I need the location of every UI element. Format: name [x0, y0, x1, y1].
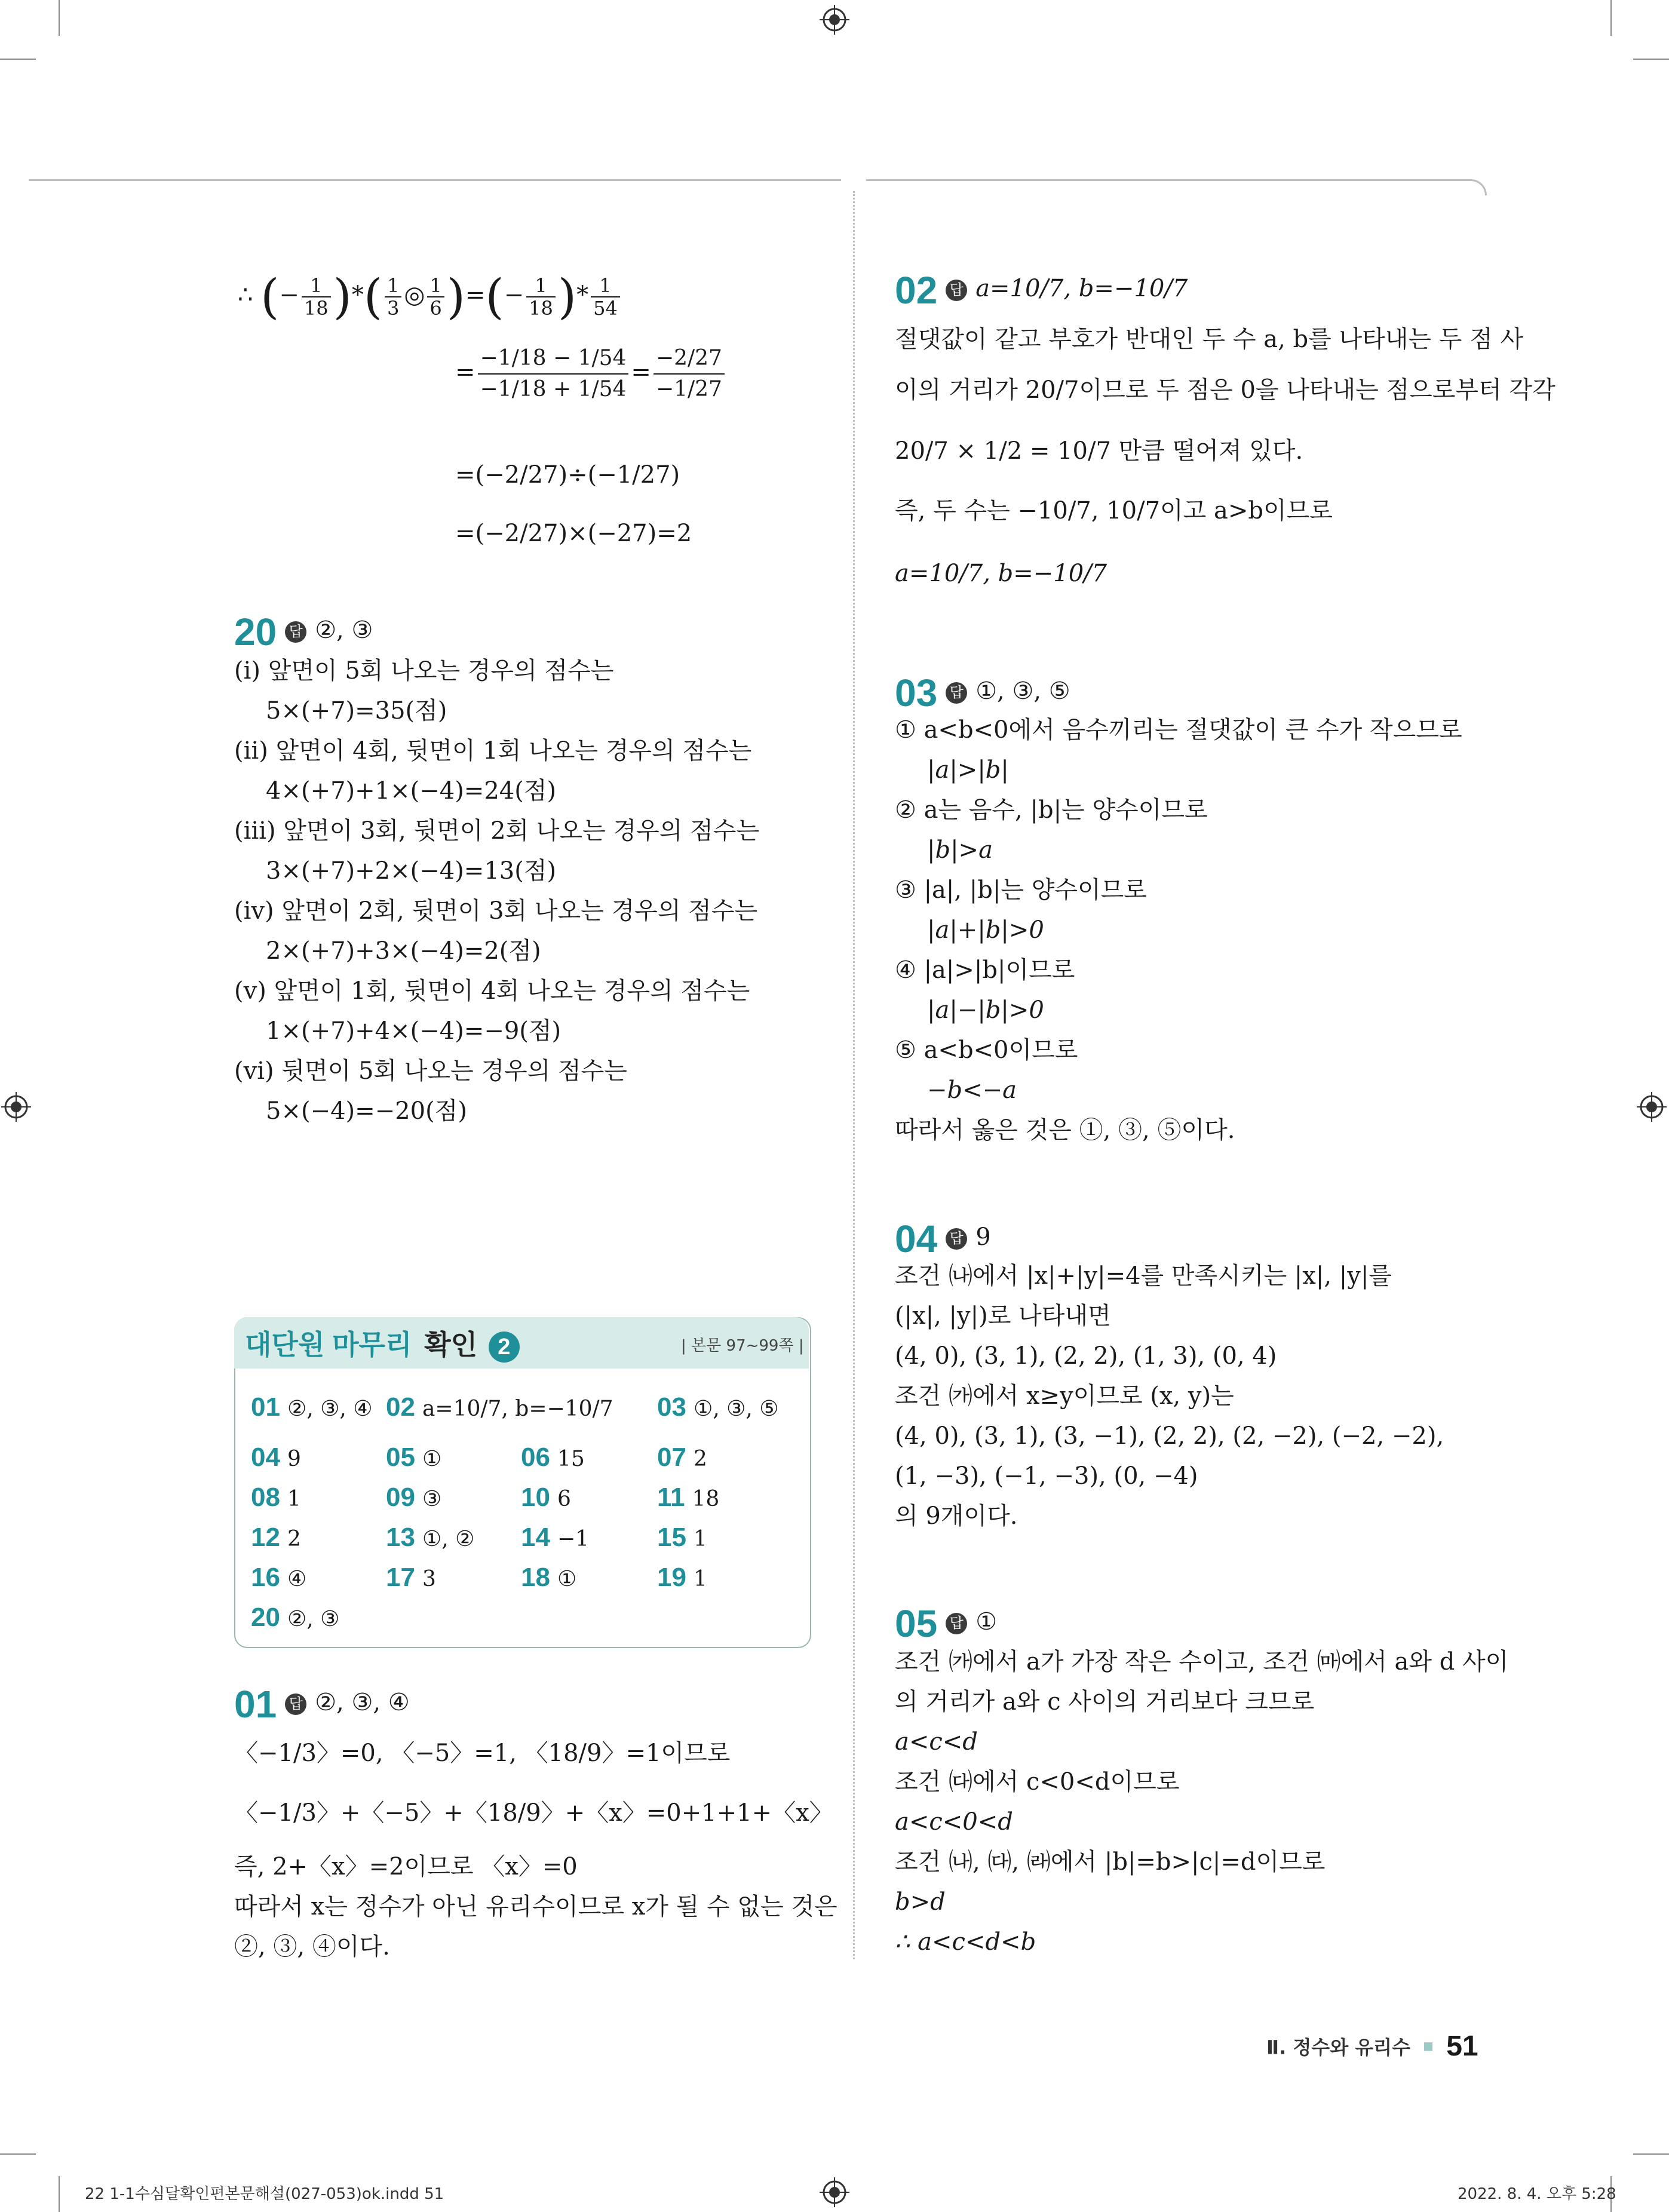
q03-line: |a|+|b|>0 [927, 916, 1044, 944]
review-cell [657, 1440, 707, 1477]
crop-mark-top-left [59, 0, 60, 36]
q04-line: (1, −3), (−1, −3), (0, −4) [895, 1462, 1198, 1490]
answer-text: ①, ③, ⑤ [975, 677, 1070, 705]
crop-mark-top-right-h [1633, 59, 1669, 60]
review-cell [386, 1520, 474, 1557]
q01-line: 따라서 x는 정수가 아닌 유리수이므로 x가 될 수 없는 것은 [234, 1893, 837, 1920]
review-answer: 6 [557, 1487, 571, 1511]
paren: ( [485, 269, 504, 324]
paren: ) [333, 269, 352, 324]
q04-line: 조건 ㈏에서 |x|+|y|=4를 만족시키는 |x|, |y|를 [895, 1262, 1392, 1290]
review-cell [386, 1389, 613, 1427]
answer-badge-icon: 답 [946, 1228, 967, 1250]
review-cell [657, 1560, 707, 1597]
review-answer: ① [422, 1447, 442, 1471]
q20-line: (ⅰ) 앞면이 5회 나오는 경우의 점수는 [234, 657, 614, 685]
review-cell [251, 1560, 306, 1597]
question-number: 04 [895, 1217, 938, 1260]
review-answer: 2 [287, 1527, 301, 1551]
review-q-num: 18 [521, 1563, 550, 1592]
question-number: 01 [234, 1683, 277, 1726]
q02-line: 이의 거리가 20/7이므로 두 점은 0을 나타내는 점으로부터 각각 [895, 376, 1556, 404]
review-q-num: 08 [251, 1483, 280, 1512]
review-q-num: 05 [386, 1443, 415, 1472]
review-q-num: 03 [657, 1392, 686, 1422]
calc-line-2 [455, 343, 727, 404]
review-answer: ②, ③ [287, 1607, 340, 1631]
review-q-num: 10 [521, 1483, 550, 1512]
q02-line: 20/7 × 1/2 = 10/7 만큼 떨어져 있다. [895, 437, 1303, 465]
review-title-num: 2 [489, 1332, 520, 1363]
crop-mark-bottom-left-h [0, 2153, 36, 2155]
calc-line-1: ∴ (− $\frac{1}{18}$ )*( $\frac{1}{3}$ ◎ $\frac{1}{6}$ )=(− $\frac{1}{18}$ )* $\frac{1}{54}$ [238, 275, 622, 319]
frac [591, 275, 620, 319]
review-answer: 9 [287, 1447, 301, 1471]
review-title-main: 대단원 마무리 [245, 1329, 412, 1360]
q04-line: (4, 0), (3, 1), (2, 2), (1, 3), (0, 4) [895, 1342, 1277, 1370]
q01-line: 즉, 2+〈x〉=2이므로 〈x〉=0 [234, 1853, 578, 1880]
answer-badge-icon: 답 [946, 682, 967, 704]
q20-line: 5×(−4)=−20(점) [266, 1097, 467, 1125]
review-answer: 3 [422, 1567, 436, 1591]
q05-line: ∴ a<c<d<b [895, 1928, 1036, 1956]
q05-line: 조건 ㈏, ㈐, ㈑에서 |b|=b>|c|=d이므로 [895, 1848, 1326, 1876]
print-slug-date: 2022. 8. 4. 오후 5:28 [1458, 2185, 1616, 2203]
registration-mark-top-icon [820, 5, 849, 35]
review-page-ref: | 본문 97~99쪽 | [681, 1337, 804, 1355]
q03-line: ⑤ a<b<0이므로 [895, 1036, 1078, 1064]
column-divider [853, 191, 855, 1959]
review-answer: ① [557, 1567, 577, 1591]
review-cell [521, 1440, 585, 1477]
frac-den: 6 [429, 297, 442, 320]
review-answer: 1 [287, 1487, 301, 1511]
frac-den: 18 [303, 297, 329, 320]
review-cell [251, 1480, 301, 1517]
registration-mark-bottom-icon [820, 2177, 849, 2207]
q20-line: 2×(+7)+3×(−4)=2(점) [266, 937, 541, 965]
q03-line: |b|>a [927, 836, 993, 864]
q20-line: (ⅴ) 앞면이 1회, 뒷면이 4회 나오는 경우의 점수는 [234, 977, 750, 1005]
review-answer: 18 [692, 1487, 720, 1511]
review-cell [251, 1600, 339, 1637]
registration-mark-left-icon [1, 1092, 31, 1122]
q04-line: 조건 ㈎에서 x≥y이므로 (x, y)는 [895, 1382, 1234, 1410]
q04-line: (|x|, |y|)로 나타내면 [895, 1302, 1111, 1330]
review-answer: ①, ③, ⑤ [693, 1397, 779, 1421]
answer-text: a=10/7, b=−10/7 [975, 275, 1188, 302]
q03-line: ④ |a|>|b|이므로 [895, 956, 1075, 984]
q05-line: b>d [895, 1888, 946, 1916]
question-number: 20 [234, 610, 277, 654]
paren: ) [557, 269, 577, 324]
header-rule-right [866, 179, 1487, 195]
q20-line: 3×(+7)+2×(−4)=13(점) [266, 857, 557, 885]
frac-den: −1/18 + 1/54 [480, 377, 627, 401]
complex-frac [478, 343, 629, 404]
q04-header [895, 1216, 991, 1260]
review-cell [251, 1440, 301, 1477]
q02-line: 즉, 두 수는 −10/7, 10/7이고 a>b이므로 [895, 497, 1333, 524]
q05-line: 조건 ㈎에서 a가 가장 작은 수이고, 조건 ㈒에서 a와 d 사이 [895, 1648, 1509, 1676]
review-cell [386, 1440, 441, 1477]
paren: ( [260, 269, 280, 324]
q05-line: 의 거리가 a와 c 사이의 거리보다 크므로 [895, 1688, 1315, 1716]
review-answer: ④ [287, 1567, 307, 1591]
frac-num: −1/18 − 1/54 [478, 343, 629, 375]
q20-line: 4×(+7)+1×(−4)=24(점) [266, 777, 557, 805]
review-q-num: 17 [386, 1563, 415, 1592]
header-rule-left [29, 179, 841, 181]
frac [427, 275, 444, 319]
review-answer: ①, ② [422, 1527, 475, 1551]
q01-line: 〈−1/3〉=0, 〈−5〉=1, 〈18/9〉=1이므로 [234, 1739, 731, 1767]
frac-den: 54 [593, 297, 618, 320]
q05-header [895, 1601, 997, 1645]
review-q-num: 06 [521, 1443, 550, 1472]
answer-badge-icon: 답 [285, 621, 306, 643]
calc-line-4: =(−2/27)×(−27)=2 [455, 520, 692, 547]
review-answer: ③ [422, 1487, 442, 1511]
review-cell [251, 1389, 373, 1427]
frac-den: 3 [387, 297, 400, 320]
answer-text: ②, ③, ④ [315, 1689, 410, 1716]
review-answer: 1 [693, 1567, 707, 1591]
review-answer: 15 [557, 1447, 585, 1471]
complex-frac [654, 343, 725, 404]
eq-sign: = [631, 358, 651, 386]
print-slug-file: 22 1-1수심달확인편본문해설(027-053)ok.indd 51 [85, 2185, 444, 2203]
answer-text: ②, ③ [315, 616, 373, 644]
review-q-num: 09 [386, 1483, 415, 1512]
q03-line: |a|−|b|>0 [927, 996, 1044, 1024]
frac-den: 18 [529, 297, 553, 320]
crop-mark-top-right [1610, 0, 1612, 36]
q20-line: (ⅳ) 앞면이 2회, 뒷면이 3회 나오는 경우의 점수는 [234, 897, 758, 925]
question-number: 03 [895, 671, 938, 714]
answer-badge-icon: 답 [946, 280, 967, 301]
q20-header [234, 609, 373, 653]
q02-line: 절댓값이 같고 부호가 반대인 두 수 a, b를 나타내는 두 점 사 [895, 326, 1524, 353]
q04-line: (4, 0), (3, 1), (3, −1), (2, 2), (2, −2), (−2, −2), [895, 1422, 1444, 1450]
frac-den: −1/27 [655, 377, 722, 401]
answer-badge-icon: 답 [285, 1693, 306, 1715]
q01-line: 〈−1/3〉+〈−5〉+〈18/9〉+〈x〉=0+1+1+〈x〉 [234, 1799, 833, 1827]
page-footer [1266, 2030, 1478, 2063]
review-answer: −1 [557, 1527, 590, 1551]
review-cell [521, 1520, 589, 1557]
frac-num: 1 [526, 275, 556, 297]
q05-line: a<c<0<d [895, 1808, 1013, 1836]
review-answer: ②, ③, ④ [287, 1397, 373, 1421]
review-cell [657, 1480, 719, 1517]
q05-line: a<c<d [895, 1728, 978, 1756]
crop-mark-bottom-right-h [1633, 2153, 1669, 2155]
review-answer: a=10/7, b=−10/7 [422, 1397, 613, 1421]
review-box-title [245, 1323, 520, 1363]
review-cell [657, 1520, 707, 1557]
frac-num: 1 [302, 275, 331, 297]
q04-line: 의 9개이다. [895, 1502, 1018, 1530]
q03-line: ③ |a|, |b|는 양수이므로 [895, 876, 1147, 904]
q02-header [895, 268, 1188, 311]
frac-num: 1 [385, 275, 401, 297]
registration-mark-right-icon [1637, 1092, 1667, 1122]
review-q-num: 11 [657, 1483, 685, 1512]
frac [526, 275, 556, 319]
review-q-num: 07 [657, 1443, 686, 1472]
review-answer: 1 [693, 1527, 707, 1551]
review-cell [251, 1520, 301, 1557]
review-title-check: 확인 [424, 1329, 478, 1360]
q20-line: 5×(+7)=35(점) [266, 697, 447, 725]
q20-line: (ⅱ) 앞면이 4회, 뒷면이 1회 나오는 경우의 점수는 [234, 737, 752, 765]
answer-text: 9 [975, 1223, 991, 1251]
review-cell [386, 1560, 436, 1597]
paren: ( [363, 269, 383, 324]
review-q-num: 14 [521, 1523, 550, 1552]
frac-num: 1 [591, 275, 620, 297]
review-q-num: 15 [657, 1523, 686, 1552]
question-number: 02 [895, 269, 938, 312]
frac-num: −2/27 [654, 343, 725, 375]
review-answer: 2 [693, 1447, 707, 1471]
q20-line: (ⅵ) 뒷면이 5회 나오는 경우의 점수는 [234, 1057, 627, 1085]
review-cell [521, 1480, 571, 1517]
q03-line: 따라서 옳은 것은 ①, ③, ⑤이다. [895, 1116, 1235, 1144]
review-q-num: 13 [386, 1523, 415, 1552]
q20-line: (ⅲ) 앞면이 3회, 뒷면이 2회 나오는 경우의 점수는 [234, 817, 760, 845]
crop-mark-top-left-h [0, 59, 36, 60]
square-bullet-icon [1424, 2042, 1432, 2051]
review-q-num: 16 [251, 1563, 280, 1592]
paren: ) [446, 269, 465, 324]
answer-badge-icon: 답 [946, 1613, 967, 1634]
review-cell [657, 1389, 779, 1427]
frac [385, 275, 401, 319]
calc-line-3: =(−2/27)÷(−1/27) [455, 461, 680, 489]
review-q-num: 12 [251, 1523, 280, 1552]
review-q-num: 04 [251, 1443, 280, 1472]
q03-line: ① a<b<0에서 음수끼리는 절댓값이 큰 수가 작으므로 [895, 716, 1462, 744]
review-q-num: 01 [251, 1392, 280, 1422]
frac [302, 275, 331, 319]
q03-line: −b<−a [927, 1076, 1017, 1104]
section-title: Ⅱ. 정수와 유리수 [1266, 2036, 1410, 2059]
review-cell [386, 1480, 441, 1517]
question-number: 05 [895, 1602, 938, 1645]
review-cell [521, 1560, 576, 1597]
review-q-num: 20 [251, 1603, 280, 1632]
q05-line: 조건 ㈐에서 c<0<d이므로 [895, 1768, 1180, 1796]
crop-mark-bottom-left [59, 2176, 60, 2212]
eq-sign: = [455, 358, 475, 386]
therefore-symbol: ∴ [238, 281, 253, 309]
review-q-num: 02 [386, 1392, 415, 1422]
q01-line: ②, ③, ④이다. [234, 1933, 390, 1961]
q03-line: |a|>|b| [927, 756, 1009, 784]
review-q-num: 19 [657, 1563, 686, 1592]
answer-text: ① [975, 1608, 998, 1636]
q01-header [234, 1682, 410, 1725]
q03-header [895, 670, 1070, 714]
op-symbol: ◎ [404, 281, 425, 309]
q20-line: 1×(+7)+4×(−4)=−9(점) [266, 1017, 562, 1045]
frac-num: 1 [427, 275, 444, 297]
q03-line: ② a는 음수, |b|는 양수이므로 [895, 796, 1208, 824]
page-number: 51 [1446, 2030, 1478, 2062]
q02-line: a=10/7, b=−10/7 [895, 560, 1107, 587]
